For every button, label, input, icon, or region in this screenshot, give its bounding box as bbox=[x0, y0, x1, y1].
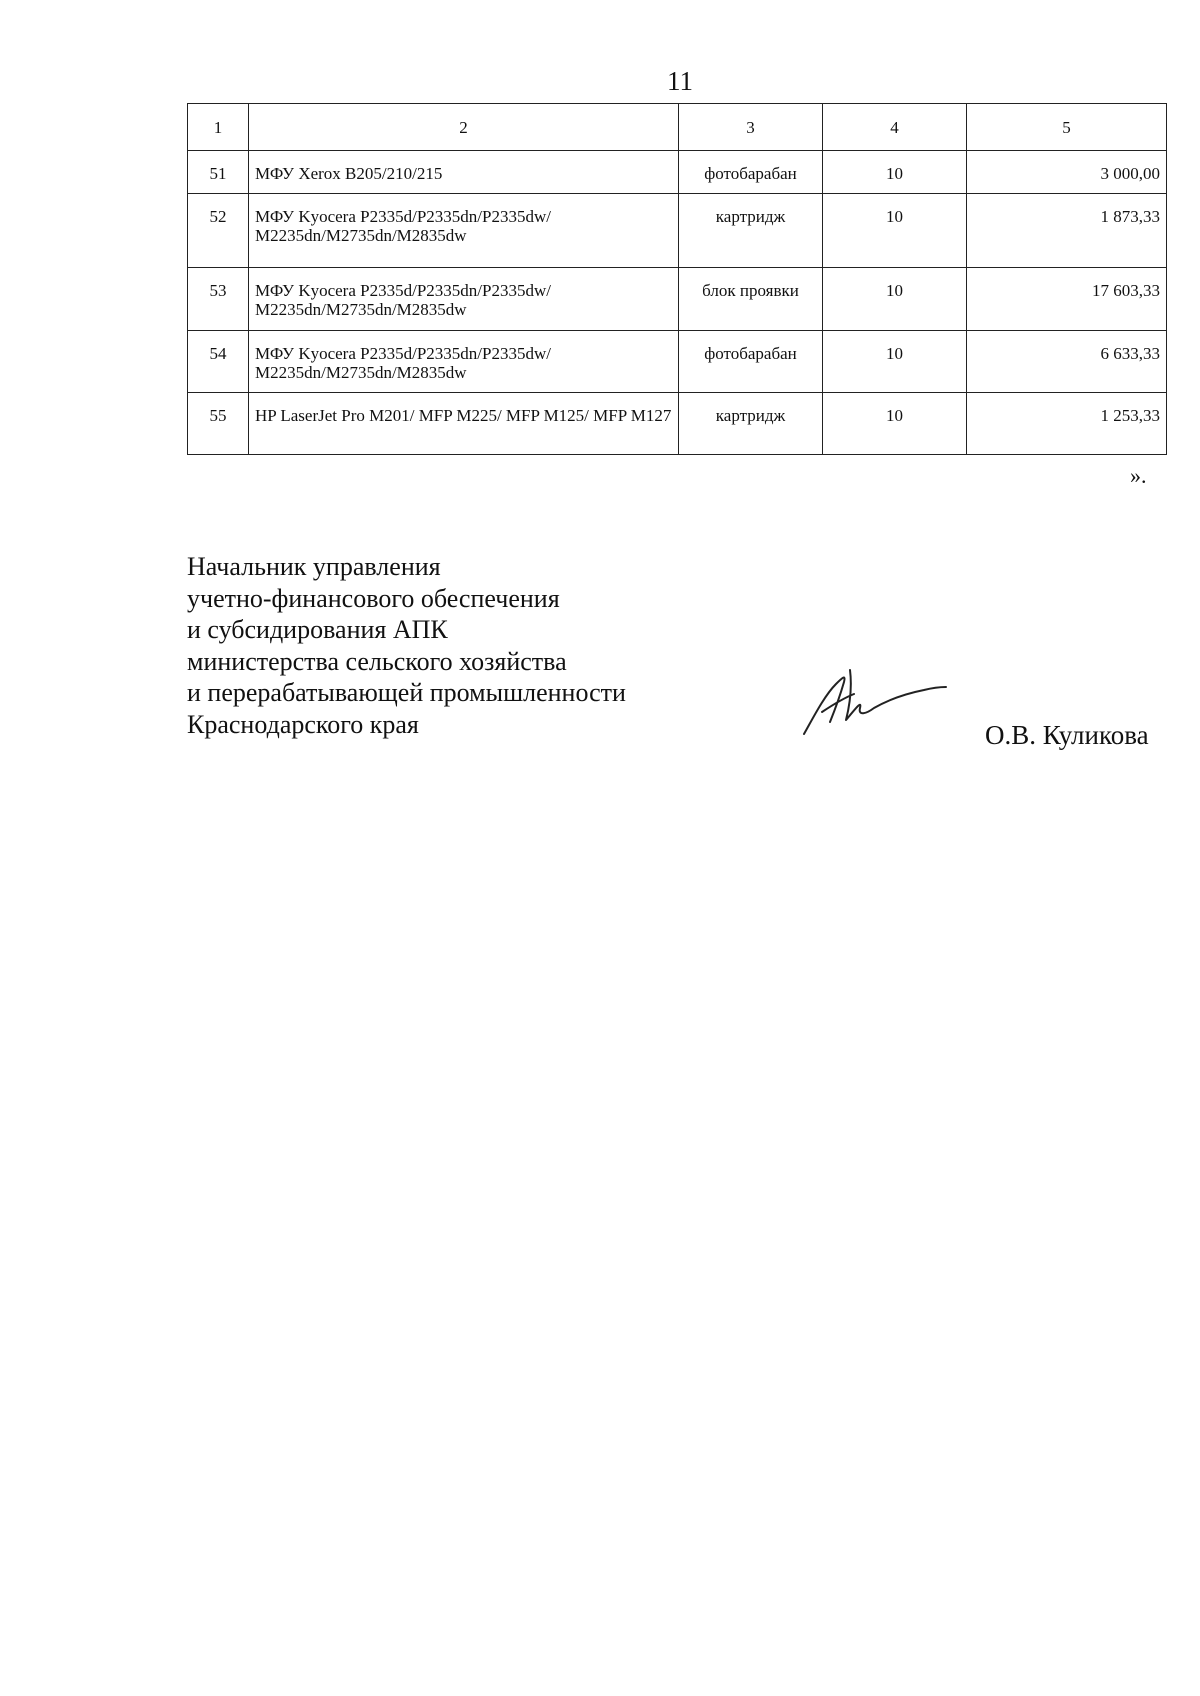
device-cell bbox=[249, 393, 679, 455]
quantity: 10 bbox=[886, 344, 903, 363]
quantity-cell bbox=[823, 151, 967, 194]
device-cell bbox=[249, 331, 679, 393]
row-number: 51 bbox=[209, 164, 227, 183]
row-number-cell bbox=[188, 268, 249, 331]
price-cell bbox=[967, 393, 1167, 455]
signatory-title-line: министерства сельского хозяйства bbox=[187, 646, 567, 676]
row-number-cell bbox=[188, 393, 249, 455]
signatory-title-line: Начальник управления bbox=[187, 552, 441, 581]
consumable-type-cell bbox=[679, 151, 823, 194]
table-row bbox=[188, 151, 1167, 194]
quantity-cell bbox=[823, 331, 967, 393]
consumable-type: фотобарабан bbox=[704, 344, 797, 363]
device-cell bbox=[249, 194, 679, 268]
quantity-cell bbox=[823, 268, 967, 331]
quantity: 10 bbox=[886, 406, 903, 425]
device-name: МФУ Kyocera P2335d/P2335dn/P2335dw/ M2235dn/M2735dn/M2835dw bbox=[255, 344, 551, 382]
row-number: 54 bbox=[209, 344, 227, 363]
price: 1 873,33 bbox=[1100, 207, 1160, 226]
header-cell: 5 bbox=[967, 104, 1167, 151]
consumable-type: картридж bbox=[715, 406, 786, 425]
signatory-title-line: Краснодарского края bbox=[187, 709, 419, 739]
header-cell: 3 bbox=[679, 104, 823, 151]
row-number: 52 bbox=[209, 207, 227, 226]
signatory-title-line: и перерабатывающей промышленности bbox=[187, 678, 626, 707]
consumable-type-cell bbox=[679, 393, 823, 455]
row-number-cell bbox=[188, 151, 249, 194]
quantity: 10 bbox=[886, 207, 903, 226]
quantity-cell bbox=[823, 194, 967, 268]
device-name: HP LaserJet Pro M201/ MFP M225/ MFP M125/ MFP M127 bbox=[255, 406, 672, 425]
table-header-row bbox=[188, 104, 1167, 151]
signatory-title-line: и субсидирования АПК bbox=[187, 615, 448, 644]
device-name: МФУ Kyocera P2335d/P2335dn/P2335dw/ M2235dn/M2735dn/M2835dw bbox=[255, 281, 551, 319]
quantity: 10 bbox=[886, 281, 903, 300]
consumable-type-cell bbox=[679, 331, 823, 393]
closing-quote: ». bbox=[1130, 463, 1147, 488]
consumable-type-cell bbox=[679, 194, 823, 268]
signatory-title-line: учетно-финансового обеспечения bbox=[187, 583, 560, 613]
header-cell: 1 bbox=[188, 104, 249, 151]
consumable-type: блок проявки bbox=[702, 281, 799, 300]
price: 3 000,00 bbox=[1100, 164, 1160, 183]
price-table bbox=[187, 103, 1167, 455]
signatory-title bbox=[187, 551, 626, 740]
table-row bbox=[188, 194, 1167, 268]
consumable-type: фотобарабан bbox=[704, 164, 797, 183]
page-number: 11 bbox=[667, 66, 693, 96]
device-name: МФУ Xerox B205/210/215 bbox=[255, 164, 443, 183]
price-cell bbox=[967, 268, 1167, 331]
consumable-type-cell bbox=[679, 268, 823, 331]
price-cell bbox=[967, 331, 1167, 393]
row-number: 53 bbox=[209, 281, 227, 300]
device-cell bbox=[249, 268, 679, 331]
row-number-cell bbox=[188, 194, 249, 268]
signer-name: О.В. Куликова bbox=[985, 720, 1149, 750]
handwritten-signature bbox=[800, 660, 950, 740]
price: 1 253,33 bbox=[1100, 406, 1160, 425]
consumable-type: картридж bbox=[715, 207, 786, 226]
price: 6 633,33 bbox=[1100, 344, 1160, 363]
price-cell bbox=[967, 194, 1167, 268]
price: 17 603,33 bbox=[1092, 281, 1160, 300]
quantity: 10 bbox=[886, 164, 903, 183]
device-cell bbox=[249, 151, 679, 194]
device-name: МФУ Kyocera P2335d/P2335dn/P2335dw/ M2235dn/M2735dn/M2835dw bbox=[255, 207, 551, 245]
table-row bbox=[188, 268, 1167, 331]
row-number-cell bbox=[188, 331, 249, 393]
table-row bbox=[188, 393, 1167, 455]
price-cell bbox=[967, 151, 1167, 194]
row-number: 55 bbox=[209, 406, 227, 425]
table-row bbox=[188, 331, 1167, 393]
header-cell: 4 bbox=[823, 104, 967, 151]
header-cell: 2 bbox=[249, 104, 679, 151]
quantity-cell bbox=[823, 393, 967, 455]
